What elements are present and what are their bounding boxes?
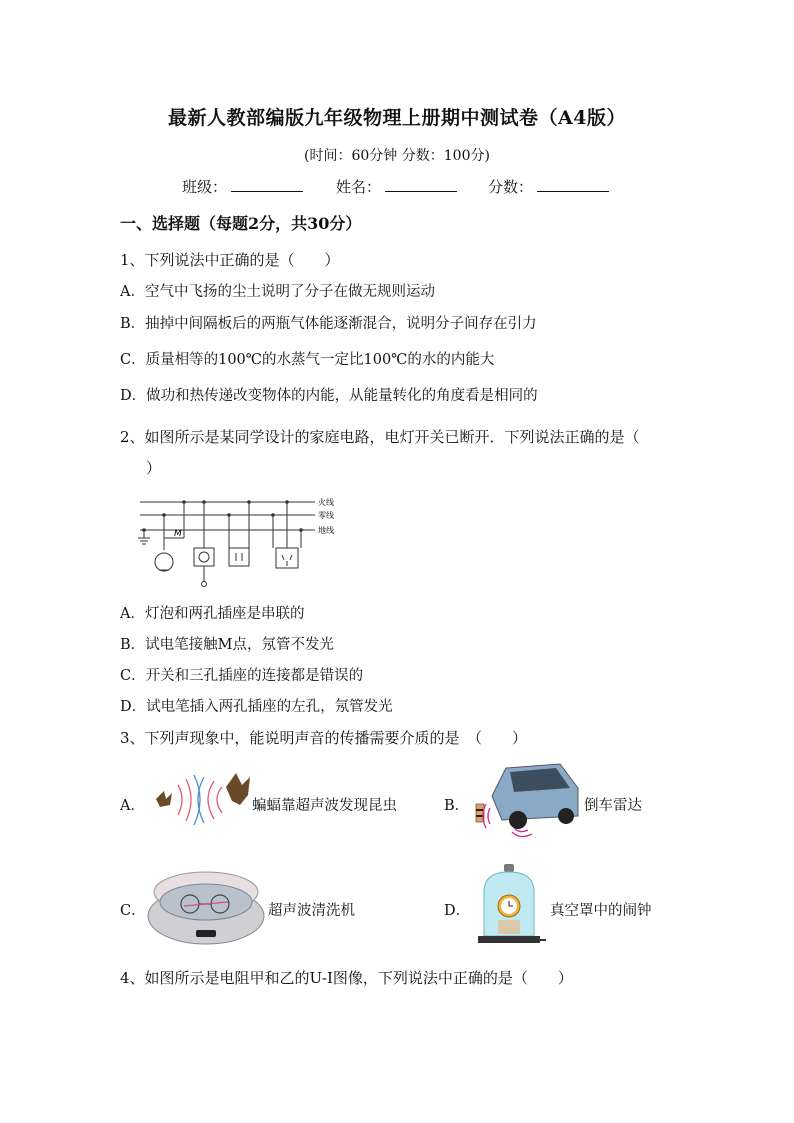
score-field <box>488 176 609 197</box>
score-label: 分数： <box>488 178 534 196</box>
wire-label-neutral: 零线 <box>318 511 334 520</box>
q1-option-c: C．质量相等的100℃的水蒸气一定比100℃的水的内能大 <box>120 352 495 368</box>
q2-option-d: D．试电笔插入两孔插座的左孔，氖管发光 <box>120 699 393 715</box>
q1-option-b: B．抽掉中间隔板后的两瓶气体能逐渐混合，说明分子间存在引力 <box>120 316 537 332</box>
reversing-car-image <box>462 758 582 840</box>
q2-option-b: B．试电笔接触M点，氖管不发光 <box>120 637 335 653</box>
class-field <box>182 176 303 197</box>
class-label: 班级： <box>182 178 228 196</box>
page-title: 最新人教部编版九年级物理上册期中测试卷（A4版） <box>168 107 626 129</box>
q4-stem: 4、如图所示是电阻甲和乙的U-I图像，下列说法中正确的是（ ） <box>120 969 573 987</box>
class-blank <box>231 177 303 192</box>
bell-jar-alarm-clock-image <box>474 862 548 948</box>
q1-stem: 1、下列说法中正确的是（ ） <box>120 251 340 269</box>
q1-option-d: D．做功和热传递改变物体的内能，从能量转化的角度看是相同的 <box>120 388 538 404</box>
section-title: 一、选择题（每题2分，共30分） <box>120 214 362 233</box>
score-blank <box>537 177 609 192</box>
q2-option-a: A．灯泡和两孔插座是串联的 <box>120 606 305 622</box>
q3-option-d-letter: D． <box>444 903 471 919</box>
q3-option-a-text: 蝙蝠靠超声波发现昆虫 <box>252 798 397 814</box>
q1-option-a: A．空气中飞扬的尘土说明了分子在做无规则运动 <box>120 284 435 300</box>
q3-option-c-letter: C． <box>120 903 146 919</box>
q3-stem: 3、下列声现象中，能说明声音的传播需要介质的是 （ ） <box>120 729 528 747</box>
point-m-label: M <box>174 529 182 539</box>
household-circuit-diagram <box>132 490 352 590</box>
q3-option-c-text: 超声波清洗机 <box>268 903 355 919</box>
q3-option-a-letter: A． <box>120 798 145 814</box>
q3-option-b-letter: B． <box>444 798 470 814</box>
wire-label-ground: 地线 <box>318 526 334 535</box>
q3-option-b-text: 倒车雷达 <box>584 798 642 814</box>
ultrasonic-cleaner-image <box>144 862 268 948</box>
q2-stem-line2: ） <box>146 459 162 477</box>
wire-label-live: 火线 <box>318 498 334 507</box>
q2-option-c: C．开关和三孔插座的连接都是错误的 <box>120 668 364 684</box>
q2-stem-line1: 2、如图所示是某同学设计的家庭电路，电灯开关已断开．下列说法正确的是（ <box>120 428 640 446</box>
bat-ultrasound-image <box>152 765 254 835</box>
name-label: 姓名： <box>336 178 382 196</box>
name-blank <box>385 177 457 192</box>
name-field <box>336 176 457 197</box>
q3-option-d-text: 真空罩中的闹钟 <box>550 903 652 919</box>
exam-subtitle: (时间：60分钟 分数：100分) <box>304 148 490 164</box>
